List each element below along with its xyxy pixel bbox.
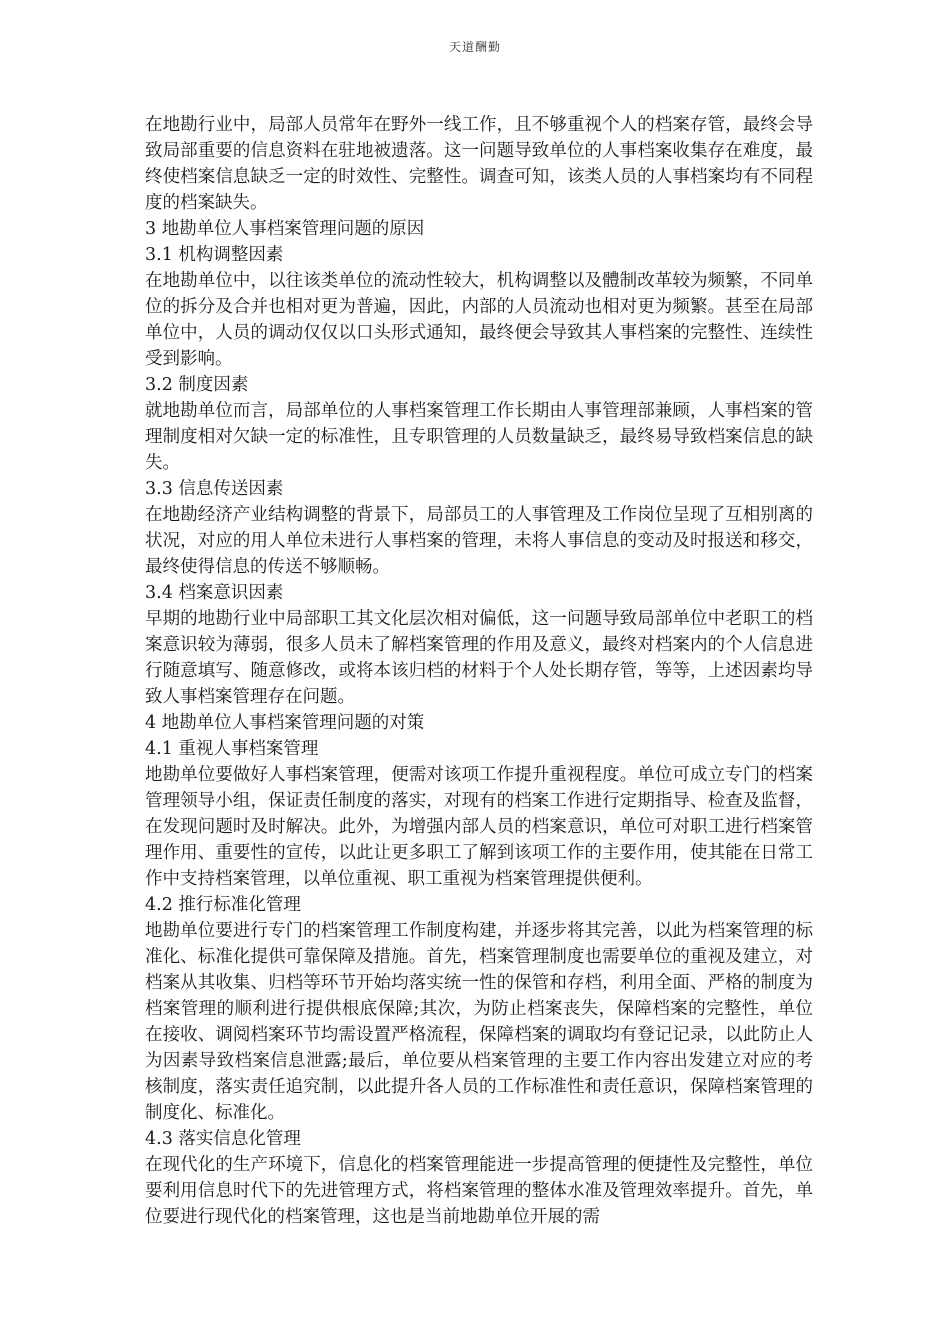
paragraph: 在地勘单位中，以往该类单位的流动性较大，机构调整以及體制改革较为频繁，不同单位的拆分及合并也相对更为普遍，因此，内部的人员流动也相对更为频繁。甚至在局部单位中，人员的调动仅仅以口头形式通知，最终便会导致其人事档案的完整性、连续性受到影响。	[145, 271, 813, 369]
paragraph: 地勘单位要进行专门的档案管理工作制度构建，并逐步将其完善，以此为档案管理的标准化、标准化提供可靠保障及措施。首先，档案管理制度也需要单位的重视及建立，对档案从其收集、归档等环节开始均落实统一性的保管和存档，利用全面、严格的制度为档案管理的顺利进行提供根底保障;其次，为防止档案丧失，保障档案的完整性，单位在接收、调阅档案环节均需设置严格流程，保障档案的调取均有登记记录，以此防止人为因素导致档案信息泄露;最后，单位要从档案管理的主要工作内容出发建立对应的考核制度，落实责任追究制，以此提升各人员的工作标准性和责任意识，保障档案管理的制度化、标准化。	[145, 921, 813, 1123]
document-body	[145, 112, 813, 1230]
subsection-heading: 4.1 重视人事档案管理	[145, 739, 319, 759]
subsection-heading: 4.2 推行标准化管理	[145, 895, 301, 915]
section-heading: 3 地勘单位人事档案管理问题的原因	[145, 219, 425, 239]
page-header: 天道酬勤	[448, 40, 501, 54]
paragraph: 就地勘单位而言，局部单位的人事档案管理工作长期由人事管理部兼顾，人事档案的管理制度相对欠缺一定的标准性，且专职管理的人员数量缺乏，最终易导致档案信息的缺失。	[145, 401, 813, 473]
paragraph: 在现代化的生产环境下，信息化的档案管理能进一步提高管理的便捷性及完整性，单位要利用信息时代下的先进管理方式，将档案管理的整体水准及管理效率提升。首先，单位要进行现代化的档案管理，这也是当前地勘单位开展的需	[145, 1155, 813, 1227]
subsection-heading: 3.1 机构调整因素	[145, 245, 284, 265]
subsection-heading: 3.4 档案意识因素	[145, 583, 284, 603]
subsection-heading: 3.2 制度因素	[145, 375, 249, 395]
paragraph: 地勘单位要做好人事档案管理，便需对该项工作提升重视程度。单位可成立专门的档案管理领导小组，保证责任制度的落实，对现有的档案工作进行定期指导、检查及监督，在发现问题时及时解决。此外，为增强内部人员的档案意识，单位可对职工进行档案管理作用、重要性的宣传，以此让更多职工了解到该项工作的主要作用，使其能在日常工作中支持档案管理，以单位重视、职工重视为档案管理提供便利。	[145, 765, 813, 889]
subsection-heading: 3.3 信息传送因素	[145, 479, 284, 499]
subsection-heading: 4.3 落实信息化管理	[145, 1129, 301, 1149]
paragraph: 在地勘行业中，局部人员常年在野外一线工作，且不够重视个人的档案存管，最终会导致局部重要的信息资料在驻地被遗落。这一问题导致单位的人事档案收集存在难度，最终使档案信息缺乏一定的时效性、完整性。调查可知，该类人员的人事档案均有不同程度的档案缺失。	[145, 115, 813, 213]
section-heading: 4 地勘单位人事档案管理问题的对策	[145, 713, 425, 733]
paragraph: 在地勘经济产业结构调整的背景下，局部员工的人事管理及工作岗位呈现了互相别离的状况，对应的用人单位未进行人事档案的管理，未将人事信息的变动及时报送和移交，最终使得信息的传送不够顺畅。	[145, 505, 813, 577]
paragraph: 早期的地勘行业中局部职工其文化层次相对偏低，这一问题导致局部单位中老职工的档案意识较为薄弱，很多人员未了解档案管理的作用及意义，最终对档案内的个人信息进行随意填写、随意修改，或将本该归档的材料于个人处长期存管，等等，上述因素均导致人事档案管理存在问题。	[145, 609, 813, 707]
